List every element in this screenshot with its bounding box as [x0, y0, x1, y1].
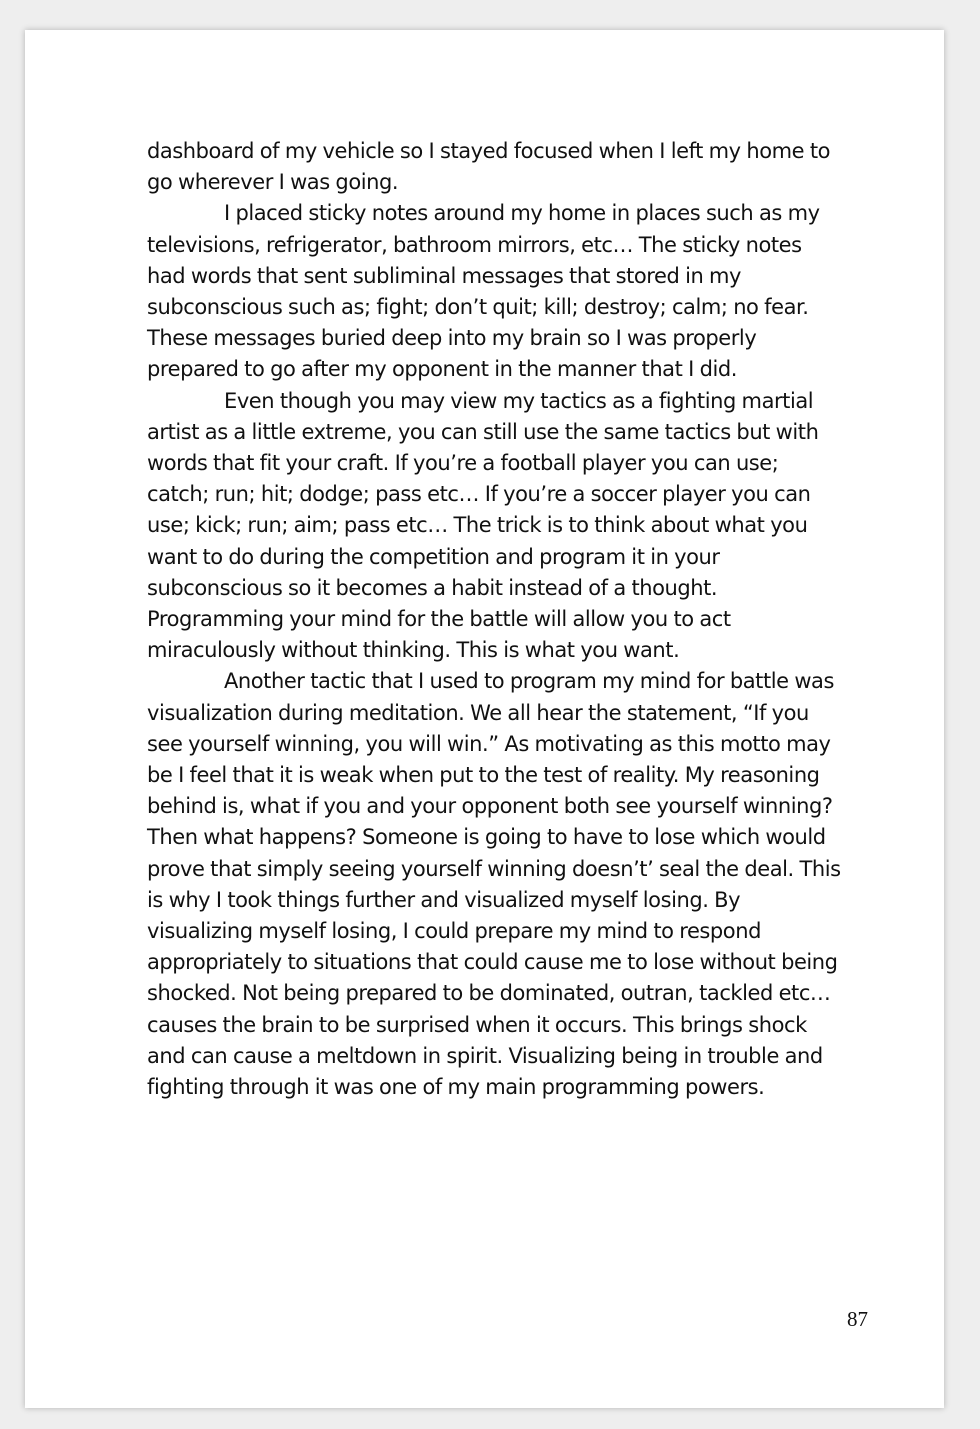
text-line: causes the brain to be surprised when it occurs. This brings shock — [147, 1012, 807, 1037]
text-line: had words that sent subliminal messages that stored in my — [147, 263, 742, 288]
text-line: visualization during meditation. We all hear the statement, “If you — [147, 700, 809, 725]
text-line: words that fit your craft. If you’re a football player you can use; — [147, 451, 779, 476]
page-number: 87 — [847, 1307, 868, 1331]
text-line: Then what happens? Someone is going to have to lose which would — [147, 825, 826, 850]
text-line: catch; run; hit; dodge; pass etc… If you’re a soccer player you can — [147, 482, 811, 507]
text-line: see yourself winning, you will win.” As motivating as this motto may — [147, 731, 831, 756]
text-line: prepared to go after my opponent in the manner that I did. — [147, 357, 737, 382]
text-line: These messages buried deep into my brain so I was properly — [147, 326, 757, 351]
text-line: Programming your mind for the battle will allow you to act — [147, 607, 731, 632]
document-page — [25, 30, 944, 1408]
text-line: prove that simply seeing yourself winning doesn’t’ seal the deal. This — [147, 856, 841, 881]
text-line: and can cause a meltdown in spirit. Visualizing being in trouble and — [147, 1043, 823, 1068]
text-line: subconscious such as; fight; don’t quit; kill; destroy; calm; no fear. — [147, 295, 809, 320]
text-line: behind is, what if you and your opponent both see yourself winning? — [147, 794, 833, 819]
text-line: want to do during the competition and program it in your — [147, 544, 720, 569]
text-line: appropriately to situations that could cause me to lose without being — [147, 950, 838, 975]
text-line: televisions, refrigerator, bathroom mirrors, etc… The sticky notes — [147, 232, 802, 257]
text-line: go wherever I was going. — [147, 170, 399, 195]
text-line: visualizing myself losing, I could prepare my mind to respond — [147, 919, 761, 944]
text-line: I placed sticky notes around my home in places such as my — [224, 201, 820, 226]
text-line: miraculously without thinking. This is what you want. — [147, 638, 680, 663]
text-line: artist as a little extreme, you can still use the same tactics but with — [147, 419, 819, 444]
text-line: use; kick; run; aim; pass etc… The trick is to think about what you — [147, 513, 808, 538]
text-line: shocked. Not being prepared to be dominated, outran, tackled etc… — [147, 981, 831, 1006]
text-line: dashboard of my vehicle so I stayed focused when I left my home to — [147, 139, 830, 163]
paragraph — [147, 666, 882, 1103]
body-text — [147, 136, 882, 1103]
text-line: is why I took things further and visualized myself losing. By — [147, 887, 741, 912]
text-line: Another tactic that I used to program my mind for battle was — [224, 669, 834, 694]
paragraph — [147, 198, 882, 385]
text-line: Even though you may view my tactics as a fighting martial — [224, 388, 814, 413]
paragraph — [147, 136, 882, 198]
text-line: be I feel that it is weak when put to the test of reality. My reasoning — [147, 763, 820, 788]
text-line: subconscious so it becomes a habit instead of a thought. — [147, 575, 718, 600]
text-line: fighting through it was one of my main programming powers. — [147, 1075, 765, 1100]
paragraph — [147, 386, 882, 667]
